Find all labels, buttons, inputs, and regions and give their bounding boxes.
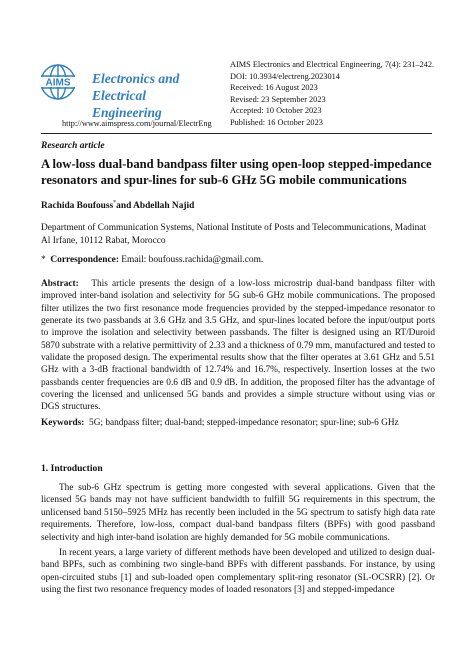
abstract-label: Abstract:: [41, 279, 79, 289]
abstract: [41, 278, 435, 414]
author-name-2: and Abdellah Najid: [116, 201, 195, 212]
correspondence: [41, 255, 263, 265]
intro-paragraph-1: The sub-6 GHz spectrum is getting more congested with several applications. Given that the licensed 5G bands may not have sufficient bandwidth to fulfill 5G requirements in this spectrum, the unlicensed band 5150–5925 MHz has recently been included in the 5G spectrum to satisfy high data rate requirements. Therefore, low-loss, compact dual-band bandpass filters (BPFs) with good passband selectivity and high inter-band isolation are highly demanded for 5G mobile communications.: [41, 483, 435, 543]
meta-citation: AIMS Electronics and Electrical Engineering, 7(4): 231–242.: [230, 60, 435, 69]
logo-text: AIMS: [45, 77, 71, 89]
correspondence-email[interactable]: Email: boufouss.rachida@gmail.com.: [121, 255, 264, 265]
journal-name-line2: Electrical Engineering: [92, 88, 162, 120]
corresponding-mark: *: [113, 200, 117, 206]
meta-accepted: Accepted: 10 October 2023: [230, 106, 322, 116]
keywords-label: Keywords:: [41, 418, 85, 428]
meta-published: Published: 16 October 2023: [230, 117, 323, 127]
correspondence-mark: *: [41, 255, 46, 265]
article-title: A low-loss dual-band bandpass filter using open-loop stepped-impedance resonators and spur-lines for sub-6 GHz 5G mobile communications: [41, 157, 432, 187]
aims-logo: [32, 62, 84, 106]
section-heading: 1. Introduction: [41, 463, 103, 474]
keywords: [41, 418, 435, 428]
article-type: Research article: [41, 141, 105, 151]
meta-doi[interactable]: DOI: 10.3934/electreng.2023014: [230, 71, 340, 81]
author-name: Rachida Boufouss: [41, 201, 114, 212]
header-rule: [41, 133, 432, 134]
meta-received: Received: 16 August 2023: [230, 83, 318, 93]
affiliation: Department of Communication Systems, National Institute of Posts and Telecommunications, Madinat Al Irfane, 10112 Rabat, Morocco: [41, 223, 427, 246]
keywords-text: 5G; bandpass filter; dual-band; stepped-impedance resonator; spur-line; sub-6 GHz: [89, 418, 399, 428]
journal-url[interactable]: http://www.aimspress.com/journal/ElectrEng: [62, 119, 212, 128]
journal-name-line1: Electronics and: [92, 71, 180, 86]
correspondence-label: Correspondence:: [50, 255, 119, 265]
meta-revised: Revised: 23 September 2023: [230, 94, 326, 104]
publication-meta: [230, 59, 434, 129]
author-line: [41, 200, 194, 211]
journal-name: [92, 70, 217, 121]
intro-paragraph-2: In recent years, a large variety of different methods have been developed and utilized to design dual-band BPFs, such as combining two single-band BPFs with different passbands. For instance, by using open-circuited stubs [1] and sub-loaded open complementary split-ring resonator (SL-OCSRR) [2]. Or using the first two resonance frequency modes of loaded resonators [3] and stepped-impedance: [41, 548, 435, 596]
abstract-text: This article presents the design of a low-loss microstrip dual-band bandpass filter with improved inter-band isolation and selectivity for 5G sub-6 GHz mobile communications. The proposed filter utilizes the two first resonance mode frequencies provided by the stepped-impedance resonator to generate its two passbands at 3.6 GHz and 3.5 GHz, and spur-lines located before the input/output ports to improve the isolation and selectivity between passbands. The filter is designed using an RT/Duroid 5870 substrate with a relative permittivity of 2.33 and a thickness of 0.79 mm, manufactured and tested to validate the proposed design. The experimental results show that the filter operates at 3.61 GHz and 5.51 GHz with a 3-dB fractional bandwidth of 12.74% and 16.7%, respectively. Insertion losses at the two passbands center frequencies are 0.6 dB and 0.9 dB. In addition, the proposed filter has the advantage of covering the licensed and unlicensed 5G bands and provides a simple structure without using vias or DGS structures.: [41, 279, 435, 413]
